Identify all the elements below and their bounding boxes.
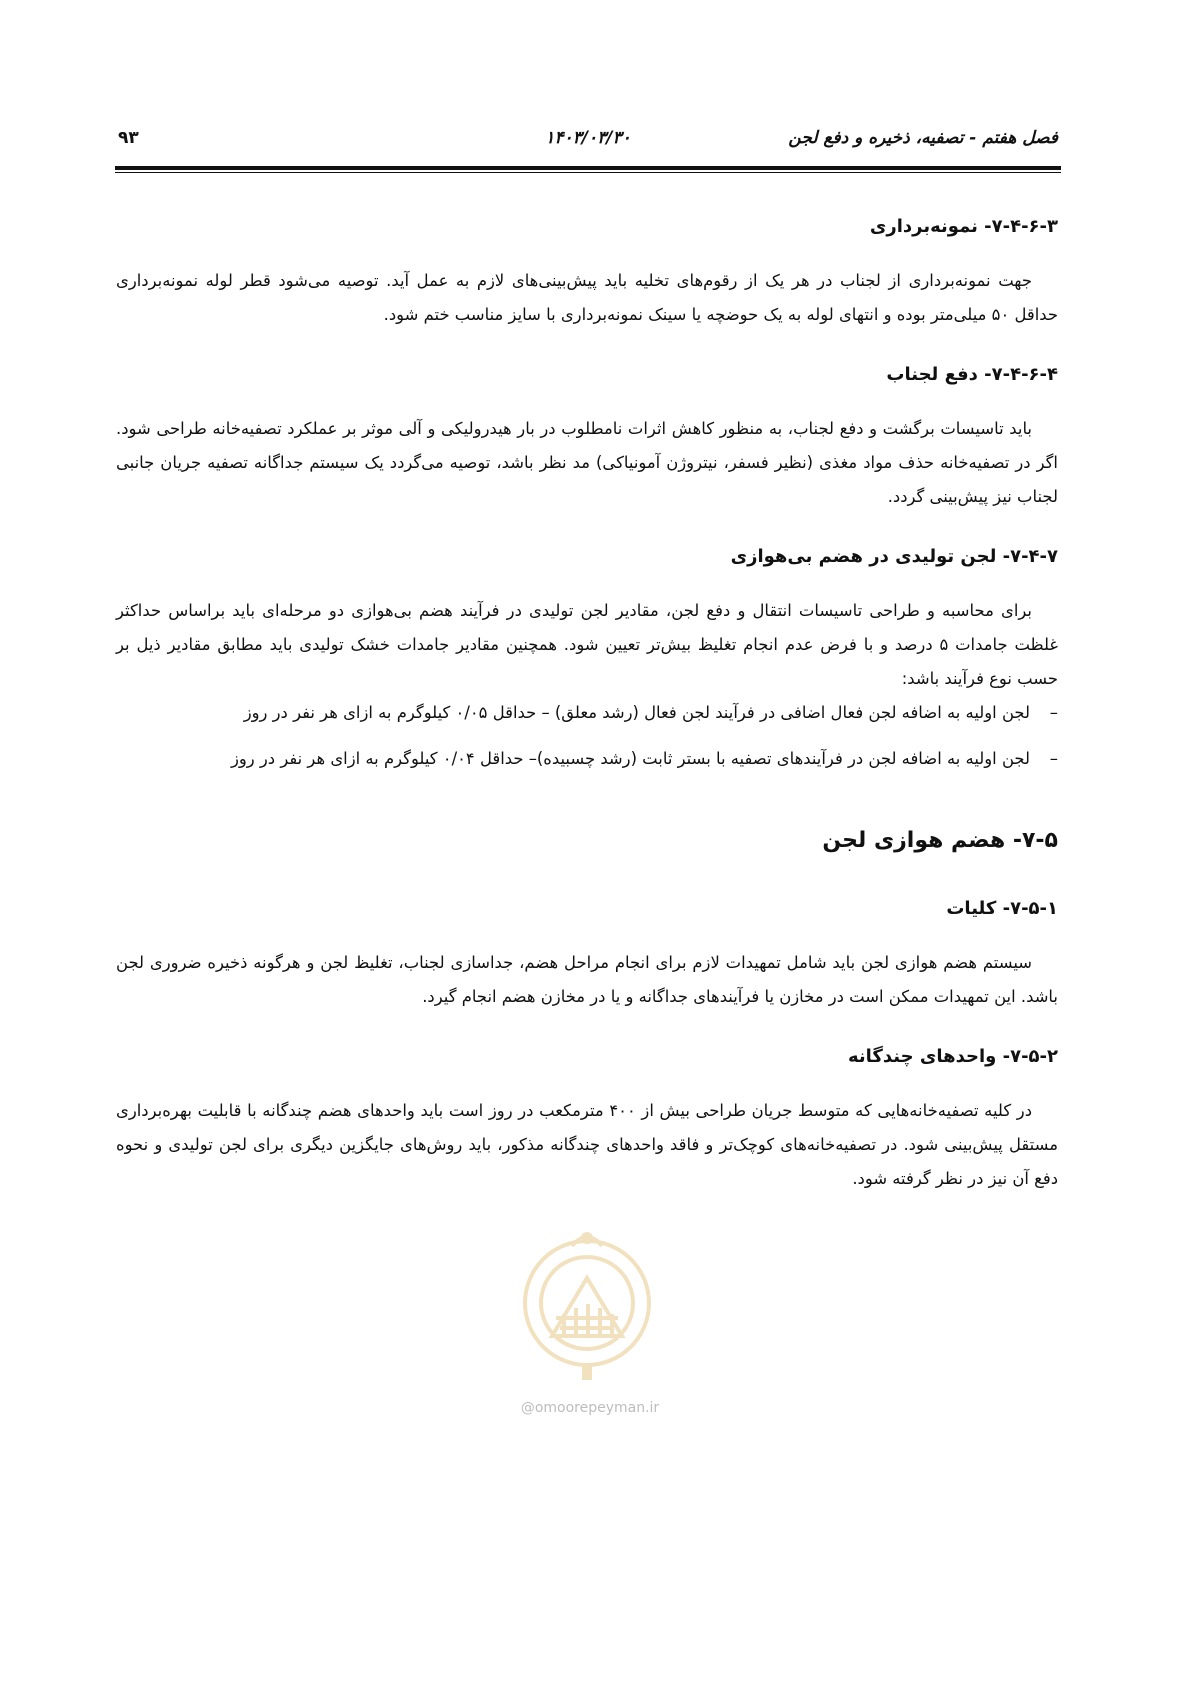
watermark-site-text: @omoorepeyman.ir: [520, 1400, 660, 1416]
header-rule-thin: [115, 172, 1061, 173]
bullet-dash: –: [1049, 703, 1058, 722]
watermark-seal-icon: [512, 1218, 662, 1388]
paragraph-supernatant-disposal: باید تاسیسات برگشت و دفع لجناب، به منظور کاهش اثرات نامطلوب در بار هیدرولیکی و آلی موثر بر عملکرد تصفیه‌خانه طراحی شود. اگر در تصفیه‌خانه حذف مواد مغذی (نظیر فسفر، نیتروژن آمونیاکی) مد نظر باشد، توصیه می‌گردد یک سیستم جداگانه تصفیه جریان جانبی لجناب نیز پیش‌بینی گردد.: [116, 419, 1058, 506]
list-item-text: لجن اولیه به اضافه لجن فعال اضافی در فرآیند لجن فعال (رشد معلق) – حداقل ۰/۰۵ کیلوگرم به ازای هر نفر در روز: [243, 703, 1030, 722]
chapter-title: فصل هفتم - تصفیه، ذخیره و دفع لجن: [788, 128, 1058, 148]
header-date: ۱۴۰۳/۰۳/۳۰: [545, 128, 631, 148]
bullet-list: [116, 696, 1058, 776]
page-number: ۹۳: [118, 128, 139, 148]
paragraph-anaerobic-sludge: برای محاسبه و طراحی تاسیسات انتقال و دفع لجن، مقادیر لجن تولیدی در فرآیند هضم بی‌هوازی دو مرحله‌ای باید براساس حداکثر غلظت جامدات ۵ درصد و با فرض عدم انجام تغلیظ بیش‌تر تعیین شود. همچنین مقادیر جامدات خشک تولیدی باید مطابق مقادیر ذیل بر حسب نوع فرآیند باشد:: [116, 601, 1058, 688]
paragraph-multiple-units: در کلیه تصفیه‌خانه‌هایی که متوسط جریان طراحی بیش از ۴۰۰ مترمکعب در روز است باید واحدهای هضم چندگانه با قابلیت بهره‌برداری مستقل پیش‌بینی شود. در تصفیه‌خانه‌های کوچک‌تر و فاقد واحدهای چندگانه مذکور، باید روش‌های جایگزین دیگری برای لجن تولیدی و نحوه دفع آن نیز در نظر گرفته شود.: [116, 1101, 1058, 1188]
list-item: [116, 696, 1058, 730]
section-heading-aerobic-digestion: ۷-۵- هضم هوازی لجن: [822, 828, 1058, 853]
list-item: [116, 742, 1058, 776]
page-header: [118, 128, 1058, 158]
section-heading-sampling: ۷-۴-۶-۳- نمونه‌برداری: [869, 216, 1058, 237]
bullet-dash: –: [1049, 749, 1058, 768]
section-heading-multiple-units: ۷-۵-۲- واحدهای چندگانه: [848, 1046, 1058, 1067]
list-item-text: لجن اولیه به اضافه لجن در فرآیندهای تصفیه با بستر ثابت (رشد چسبیده)– حداقل ۰/۰۴ کیلوگرم به ازای هر نفر در روز: [230, 749, 1030, 768]
paragraph-general: سیستم هضم هوازی لجن باید شامل تمهیدات لازم برای انجام مراحل هضم، جداسازی لجناب، تغلیظ لجن و هرگونه ذخیره ضروری لجن باشد. این تمهیدات ممکن است در مخازن یا فرآیندهای جداگانه و یا در مخازن هضم انجام گیرد.: [116, 953, 1058, 1006]
document-body: [116, 212, 1058, 1196]
section-heading-anaerobic-sludge: ۷-۴-۷- لجن تولیدی در هضم بی‌هوازی: [730, 546, 1058, 567]
section-heading-general: ۷-۵-۱- کلیات: [946, 898, 1058, 919]
section-heading-supernatant-disposal: ۷-۴-۶-۴- دفع لجناب: [886, 364, 1058, 385]
paragraph-sampling: جهت نمونه‌برداری از لجناب در هر یک از رقوم‌های تخلیه باید پیش‌بینی‌های لازم به عمل آید. توصیه می‌شود قطر لوله نمونه‌برداری حداقل ۵۰ میلی‌متر بوده و انتهای لوله به یک حوضچه یا سینک نمونه‌برداری با سایز مناسب ختم شود.: [116, 271, 1058, 324]
header-rule: [115, 166, 1061, 170]
